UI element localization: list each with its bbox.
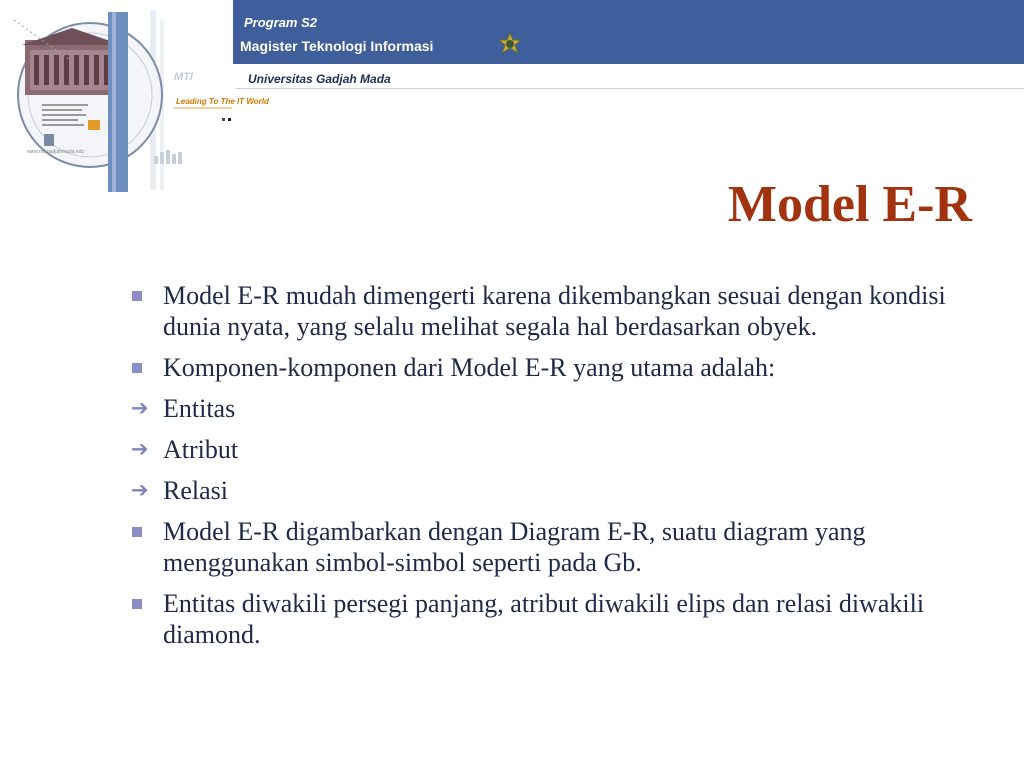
header-banner xyxy=(233,0,1024,64)
list-item-text: Relasi xyxy=(163,476,228,505)
list-item xyxy=(128,434,958,465)
bullet-list xyxy=(128,280,958,660)
square-bullet-icon xyxy=(132,527,142,537)
arrow-bullet-icon: ➔ xyxy=(131,478,149,502)
arrow-bullet-icon: ➔ xyxy=(131,396,149,420)
square-bullet-icon xyxy=(132,291,142,301)
list-item xyxy=(128,475,958,506)
arrow-bullet-icon: ➔ xyxy=(131,437,149,461)
list-item-text: Entitas diwakili persegi panjang, atribut diwakili elips dan relasi diwakili diamond. xyxy=(163,589,925,649)
list-item-text: Atribut xyxy=(163,435,239,464)
list-item xyxy=(128,516,958,578)
ugm-emblem-icon xyxy=(497,32,523,58)
list-item xyxy=(128,280,958,342)
square-bullet-icon xyxy=(132,363,142,373)
tagline: Leading To The IT World xyxy=(176,97,269,106)
header-divider xyxy=(236,88,1024,89)
mti-mark: MTI xyxy=(174,71,193,83)
list-item xyxy=(128,393,958,424)
slide-title: Model E-R xyxy=(727,175,972,233)
list-item xyxy=(128,588,958,650)
list-item-text: Komponen-komponen dari Model E-R yang utama adalah: xyxy=(163,353,776,382)
list-item xyxy=(128,352,958,383)
list-item-text: Entitas xyxy=(163,394,236,423)
square-bullet-icon xyxy=(132,599,142,609)
website-url: www.mti.gadjahmada.edu xyxy=(27,149,85,155)
university-name: Universitas Gadjah Mada xyxy=(248,72,391,86)
program-name: Magister Teknologi Informasi xyxy=(240,38,434,54)
list-item-text: Model E-R digambarkan dengan Diagram E-R, suatu diagram yang menggunakan simbol-simbol seperti pada Gb. xyxy=(163,517,866,577)
program-label: Program S2 xyxy=(244,15,317,30)
list-item-text: Model E-R mudah dimengerti karena dikembangkan sesuai dengan kondisi dunia nyata, yang selalu melihat segala hal berdasarkan obyek. xyxy=(163,281,946,341)
